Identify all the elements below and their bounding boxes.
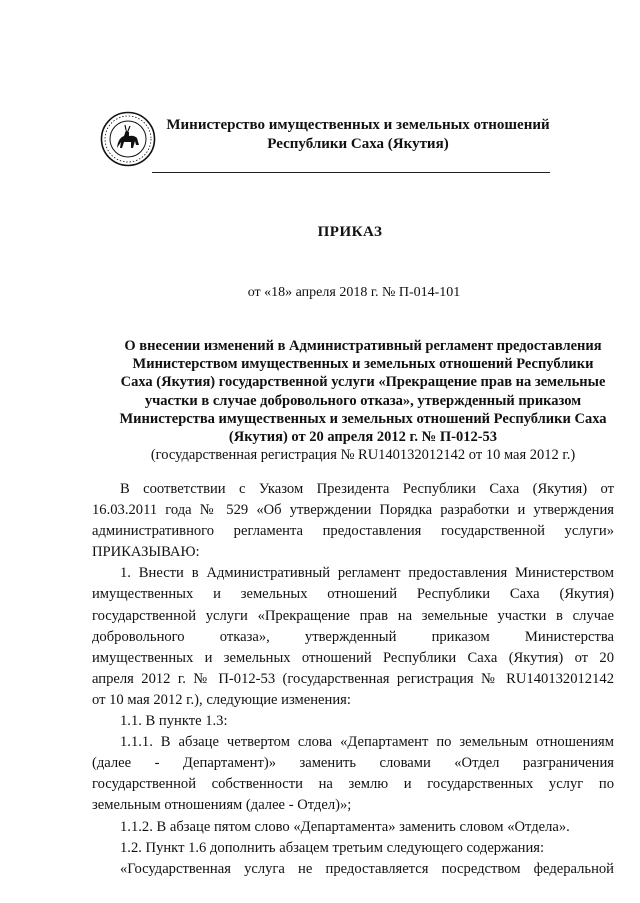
body-line: имущественных и земельных отношений Республики Саха (Якутия) (92, 586, 614, 603)
ministry-name-line: Республики Саха (Якутия) (267, 136, 449, 152)
body-line: (далее - Департамент)» заменить словами «Отдел разграничения (92, 755, 614, 772)
header-divider (152, 172, 550, 173)
body-line: имущественных и земельных отношений Республики Саха (Якутия) от 20 (92, 649, 614, 666)
body-line: добровольного отказа», утвержденный приказом Министерства (92, 628, 614, 645)
body-line: 1.2. Пункт 1.6 дополнить абзацем третьим следующего содержания: (120, 839, 545, 856)
body-line: 1.1.2. В абзаце пятом слово «Департамента» заменить словом «Отдела». (120, 818, 570, 835)
body-line: административного регламента предоставления государственной услуги» (92, 523, 614, 540)
body-line: «Государственная услуга не предоставляется посредством федеральной (120, 860, 614, 877)
body-line: 1.1.1. В абзаце четвертом слова «Департамент по земельным отношениям (120, 734, 614, 751)
body-line: 1. Внести в Административный регламент предоставления Министерством (120, 565, 614, 582)
yakutia-coat-of-arms-icon (100, 111, 156, 167)
order-date-number: от «18» апреля 2018 г. № П-014-101 (247, 285, 461, 300)
body-line: земельным отношениям (далее - Отдел)»; (92, 797, 352, 814)
subject-line: Министерства имущественных и земельных отношений Республики Саха (119, 410, 607, 427)
order-title: ПРИКАЗ (317, 224, 383, 240)
ministry-name-line: Министерство имущественных и земельных отношений (166, 117, 550, 133)
body-line: апреля 2012 г. № П-012-53 (государственная регистрация № RU140132012142 (92, 670, 614, 687)
body-line: от 10 мая 2012 г.), следующие изменения: (92, 691, 351, 708)
order-subject (90, 337, 636, 464)
body-line: 16.03.2011 года № 529 «Об утверждении Порядка разработки и утверждения (92, 502, 614, 519)
body-line: В соответствии с Указом Президента Республики Саха (Якутия) от (120, 481, 614, 497)
subject-line: Министерством имущественных и земельных отношений Республики (132, 356, 594, 373)
body-line: государственной собственности на землю и государственных услуг по (92, 776, 614, 793)
body-line: 1.1. В пункте 1.3: (120, 713, 228, 730)
body-line: ПРИКАЗЫВАЮ: (92, 544, 200, 561)
subject-line: О внесении изменений в Административный регламент предоставления (124, 338, 602, 354)
registration-note: (государственная регистрация № RU140132012142 от 10 мая 2012 г.) (150, 447, 576, 464)
subject-line: Саха (Якутия) государственной услуги «Прекращение прав на земельные (120, 374, 606, 391)
ministry-name (158, 116, 558, 154)
subject-line: участки в случае добровольного отказа», утвержденный приказом (144, 392, 582, 409)
body-line: государственной услуги «Прекращение прав на земельные участки в случае (92, 607, 614, 624)
order-body (92, 479, 614, 880)
subject-line: (Якутия) от 20 апреля 2012 г. № П-012-53 (228, 429, 498, 446)
